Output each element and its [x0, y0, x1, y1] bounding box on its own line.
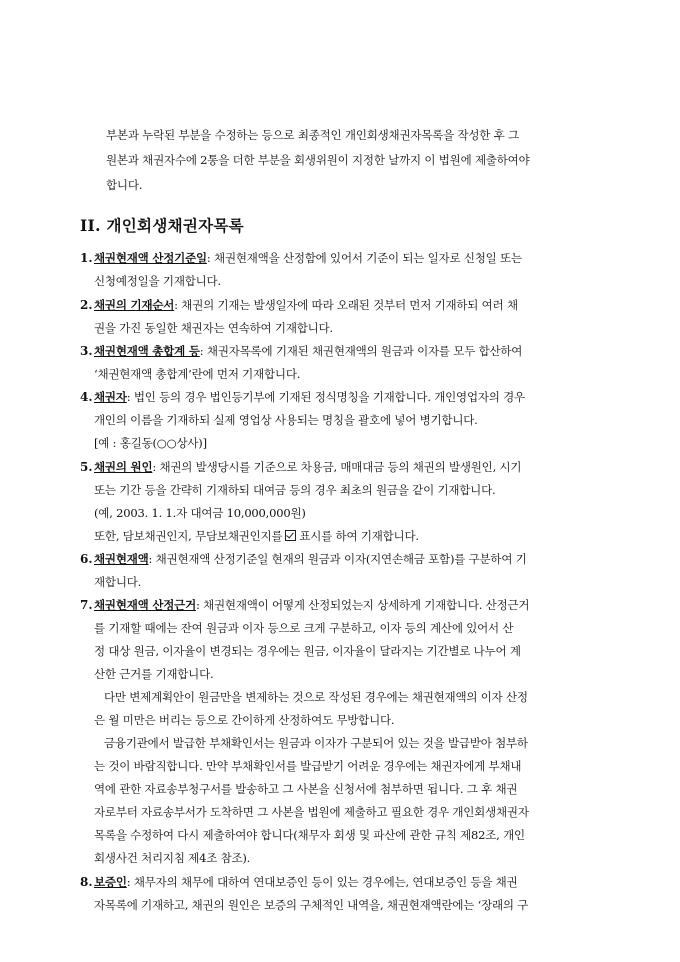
item-1-line-1: 채권현재액 산정기준일: 채권현재액을 산정함에 있어서 기준이 되는 일자로 신청일 또는: [94, 251, 522, 265]
item-8-number: 8.: [80, 875, 93, 889]
item-8-line-2: 자목록에 기재하고, 채권의 원인은 보증의 구체적인 내역을, 채권현재액란에는 ‘장래의 구: [94, 898, 529, 912]
item-4-number: 4.: [80, 390, 93, 404]
item-1-line-2: 신청예정일을 기재합니다.: [94, 274, 221, 288]
item-8-line-1: 보증인: 채무자의 채무에 대하여 연대보증인 등이 있는 경우에는, 연대보증인 등을 채권: [94, 875, 518, 889]
intro-line-2: 원본과 채권자수에 2통을 더한 부분을 회생위원이 지정한 날까지 이 법원에 제출하여야: [106, 153, 530, 167]
item-7-para2-line-2: 은 월 미만은 버리는 등으로 간이하게 산정하여도 무방합니다.: [94, 713, 395, 727]
item-3-line-1: 채권현재액 총합계 등: 채권자목록에 기재된 채권현재액의 원금과 이자를 모두 합산하여: [94, 344, 523, 358]
item-4-line-1: 채권자: 법인 등의 경우 법인등기부에 기재된 정식명칭을 기재합니다. 개인영업자의 경우: [94, 390, 525, 404]
item-7-line-1: 채권현재액 산정근거: 채권현재액이 어떻게 산정되었는지 상세하게 기재합니다. 산정근거: [94, 598, 530, 612]
item-5-checkbox-line: 또한, 담보채권인지, 무담보채권인지를 표시를 하여 기재합니다.: [94, 529, 419, 543]
item-7-term: 채권현재액 산정근거: [94, 598, 196, 612]
checkbox-icon: [285, 530, 296, 541]
item-6-term: 채권현재액: [94, 552, 149, 566]
item-6-number: 6.: [80, 552, 93, 566]
item-7-line-4: 산한 근거를 기재합니다.: [94, 667, 214, 681]
intro-line-3: 합니다.: [106, 178, 143, 192]
item-5-line-1: 채권의 원인: 채권의 발생당시를 기준으로 차용금, 매매대금 등의 채권의 발생원인, 시기: [94, 460, 522, 474]
item-6-line-1: 채권현재액: 채권현재액 산정기준일 현재의 원금과 이자(지연손해금 포함)를 구분하여 기: [94, 552, 527, 566]
item-1-term: 채권현재액 산정기준일: [94, 251, 207, 265]
item-7-para3-line-1: 금융기관에서 발급한 부채확인서는 원금과 이자가 구분되어 있는 것을 발급받아 첨부하: [104, 736, 528, 750]
item-7-para3-line-4: 자로부터 자료송부서가 도착하면 그 사본을 법원에 제출하고 필요한 경우 개인회생채권자: [94, 805, 529, 819]
item-8-term: 보증인: [94, 875, 127, 889]
item-3-number: 3.: [80, 344, 93, 358]
item-5-term: 채권의 원인: [94, 460, 153, 474]
item-7-line-2: 를 기재할 때에는 잔여 원금과 이자 등으로 크게 구분하고, 이자 등의 계산에 있어서 산: [94, 621, 514, 635]
item-7-number: 7.: [80, 598, 93, 612]
item-1-number: 1.: [80, 251, 93, 265]
item-3-term: 채권현재액 총합계 등: [94, 344, 200, 358]
item-4-term: 채권자: [94, 390, 127, 404]
section-title: II. 개인회생채권자목록: [80, 216, 244, 235]
item-7-para3-line-2: 는 것이 바람직합니다. 만약 부채확인서를 발급받기 어려운 경우에는 채권자에게 부채내: [94, 759, 522, 773]
item-2-number: 2.: [80, 298, 93, 312]
item-2-term: 채권의 기재순서: [94, 298, 175, 312]
item-4-line-2: 개인의 이름을 기재하되 실제 영업상 사용되는 명칭을 괄호에 넣어 병기합니다.: [94, 413, 478, 427]
item-4-example: [예 : 홍길동(○○상사)]: [94, 436, 207, 450]
item-7-para3-line-5: 목록을 수정하여 다시 제출하여야 합니다(채무자 회생 및 파산에 관한 규칙 제82조, 개인: [94, 828, 525, 842]
item-2-line-2: 권을 가진 동일한 채권자는 연속하여 기재합니다.: [94, 321, 333, 335]
intro-line-1: 부본과 누락된 부분을 수정하는 등으로 최종적인 개인회생채권자목록을 작성한 후 그: [106, 128, 519, 142]
item-7-line-3: 정 대상 원금, 이자율이 변경되는 경우에는 원금, 이자율이 달라지는 기간별로 나누어 계: [94, 644, 521, 658]
item-7-para3-line-6: 회생사건 처리지침 제4조 참조).: [94, 851, 251, 865]
item-5-line-2: 또는 기간 등을 간략히 기재하되 대여금 등의 경우 최초의 원금을 같이 기재합니다.: [94, 483, 496, 497]
item-7-para3-line-3: 역에 관한 자료송부청구서를 발송하고 그 사본을 신청서에 첨부하면 됩니다. 그 후 채권: [94, 782, 518, 796]
item-5-number: 5.: [80, 460, 93, 474]
item-6-line-2: 재합니다.: [94, 575, 142, 589]
item-7-para2-line-1: 다만 변제계획안이 원금만을 변제하는 것으로 작성된 경우에는 채권현재액의 이자 산정: [104, 690, 528, 704]
item-3-line-2: ‘채권현재액 총합계’란에 먼저 기재합니다.: [94, 367, 301, 381]
item-2-line-1: 채권의 기재순서: 채권의 기재는 발생일자에 따라 오래된 것부터 먼저 기재하되 여러 채: [94, 298, 518, 312]
item-5-example: (예, 2003. 1. 1.자 대여금 10,000,000원): [94, 506, 306, 520]
